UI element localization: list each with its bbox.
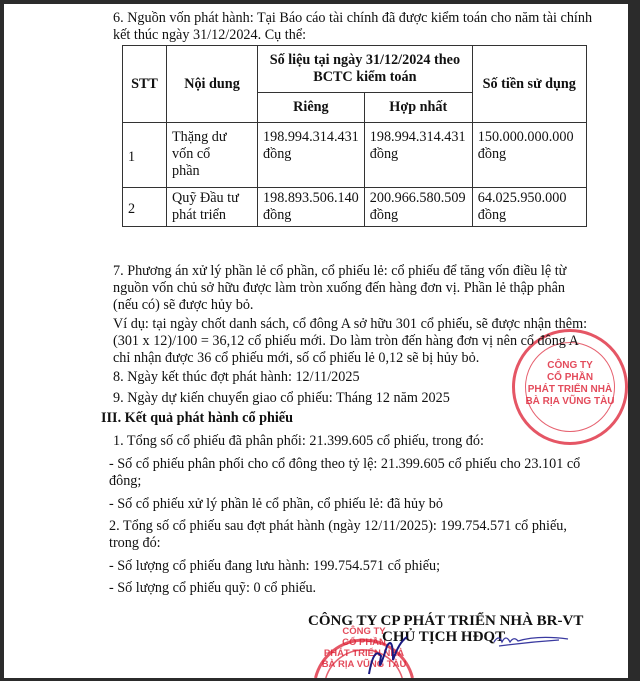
section-7-line-1: 7. Phương án xử lý phần lẻ cổ phần, cổ phiếu lẻ: cổ phiếu để tăng vốn điều lệ từ (113, 263, 567, 279)
part-3-item-1: 1. Tổng số cổ phiếu đã phân phối: 21.399.605 cổ phiếu, trong đó: (113, 433, 484, 449)
section-9: 9. Ngày dự kiến chuyển giao cổ phiếu: Tháng 12 năm 2025 (113, 390, 450, 406)
header-group: Số liệu tại ngày 31/12/2024 theo BCTC kiểm toán (258, 46, 473, 93)
part-3-item-1a-line-1: - Số cổ phiếu phân phối cho cổ đông theo tỷ lệ: 21.399.605 cổ phiếu cho 23.101 cổ (109, 456, 581, 472)
company-stamp: CÔNG TY CỔ PHẦN PHÁT TRIỂN NHÀ BÀ RỊA VŨNG TÀU (512, 329, 628, 445)
header-stt: STT (123, 46, 167, 123)
header-content: Nội dung (167, 46, 258, 123)
signature-company: CÔNG TY CP PHÁT TRIỂN NHÀ BR-VT (308, 613, 584, 629)
example-line-1: Ví dụ: tại ngày chốt danh sách, cổ đông A sở hữu 301 cổ phiếu, sẽ được nhận thêm: (113, 316, 588, 332)
handwritten-signature (344, 624, 574, 676)
part-3-heading: III. Kết quả phát hành cổ phiếu (101, 410, 293, 426)
signature-title: CHỦ TỊCH HĐQT (382, 629, 506, 645)
document-page (4, 4, 628, 678)
capital-source-table (122, 45, 587, 227)
header-separate: Riêng (258, 93, 365, 123)
section-6-line-1: 6. Nguồn vốn phát hành: Tại Báo cáo tài chính đã được kiểm toán cho năm tài chính (113, 10, 593, 26)
part-3-item-1a-line-2: đông; (109, 473, 142, 489)
part-3-item-1b: - Số cổ phiếu xử lý phần lẻ cổ phần, cổ phiếu lẻ: đã hủy bỏ (109, 496, 443, 512)
part-3-item-2-line-2: trong đó: (109, 535, 161, 551)
table-row: 2 Quỹ Đầu tư phát triển 198.893.506.140 đồng 200.966.580.509 đồng 64.025.950.000 đồng (123, 188, 587, 227)
table-row: 1 Thặng dư vốn cổ phần 198.994.314.431 đồng 198.994.314.431 đồng 150.000.000.000 đồng (123, 123, 587, 188)
header-consolidated: Hợp nhất (364, 93, 472, 123)
section-7-line-2: nguồn vốn chủ sở hữu được làm tròn xuống đến hàng đơn vị. Phần lẻ thập phân (113, 280, 566, 296)
signature-stamp: CÔNG TY CỔ PHẦN PHÁT TRIỂN NHÀ BÀ RỊA VŨNG TÀU (312, 608, 416, 678)
section-6-line-2: kết thúc ngày 31/12/2024. Cụ thể: (113, 27, 307, 43)
section-8: 8. Ngày kết thúc đợt phát hành: 12/11/2025 (113, 369, 360, 385)
example-line-2: (301 x 12)/100 = 36,12 cổ phiếu mới. Do làm tròn đến hàng đơn vị nên cổ đông A (113, 333, 579, 349)
part-3-item-2-line-1: 2. Tổng số cổ phiếu sau đợt phát hành (ngày 12/11/2025): 199.754.571 cổ phiếu, (109, 518, 567, 534)
section-7-line-3: (nếu có) sẽ được hủy bỏ. (113, 297, 254, 313)
part-3-item-2a: - Số lượng cổ phiếu đang lưu hành: 199.754.571 cổ phiếu; (109, 558, 441, 574)
header-amount-used: Số tiền sử dụng (472, 46, 586, 123)
part-3-item-2b: - Số lượng cổ phiếu quỹ: 0 cổ phiếu. (109, 580, 317, 596)
example-line-3: chỉ nhận được 36 cổ phiếu mới, số cổ phiếu lẻ 0,12 sẽ bị hủy bỏ. (113, 350, 480, 366)
